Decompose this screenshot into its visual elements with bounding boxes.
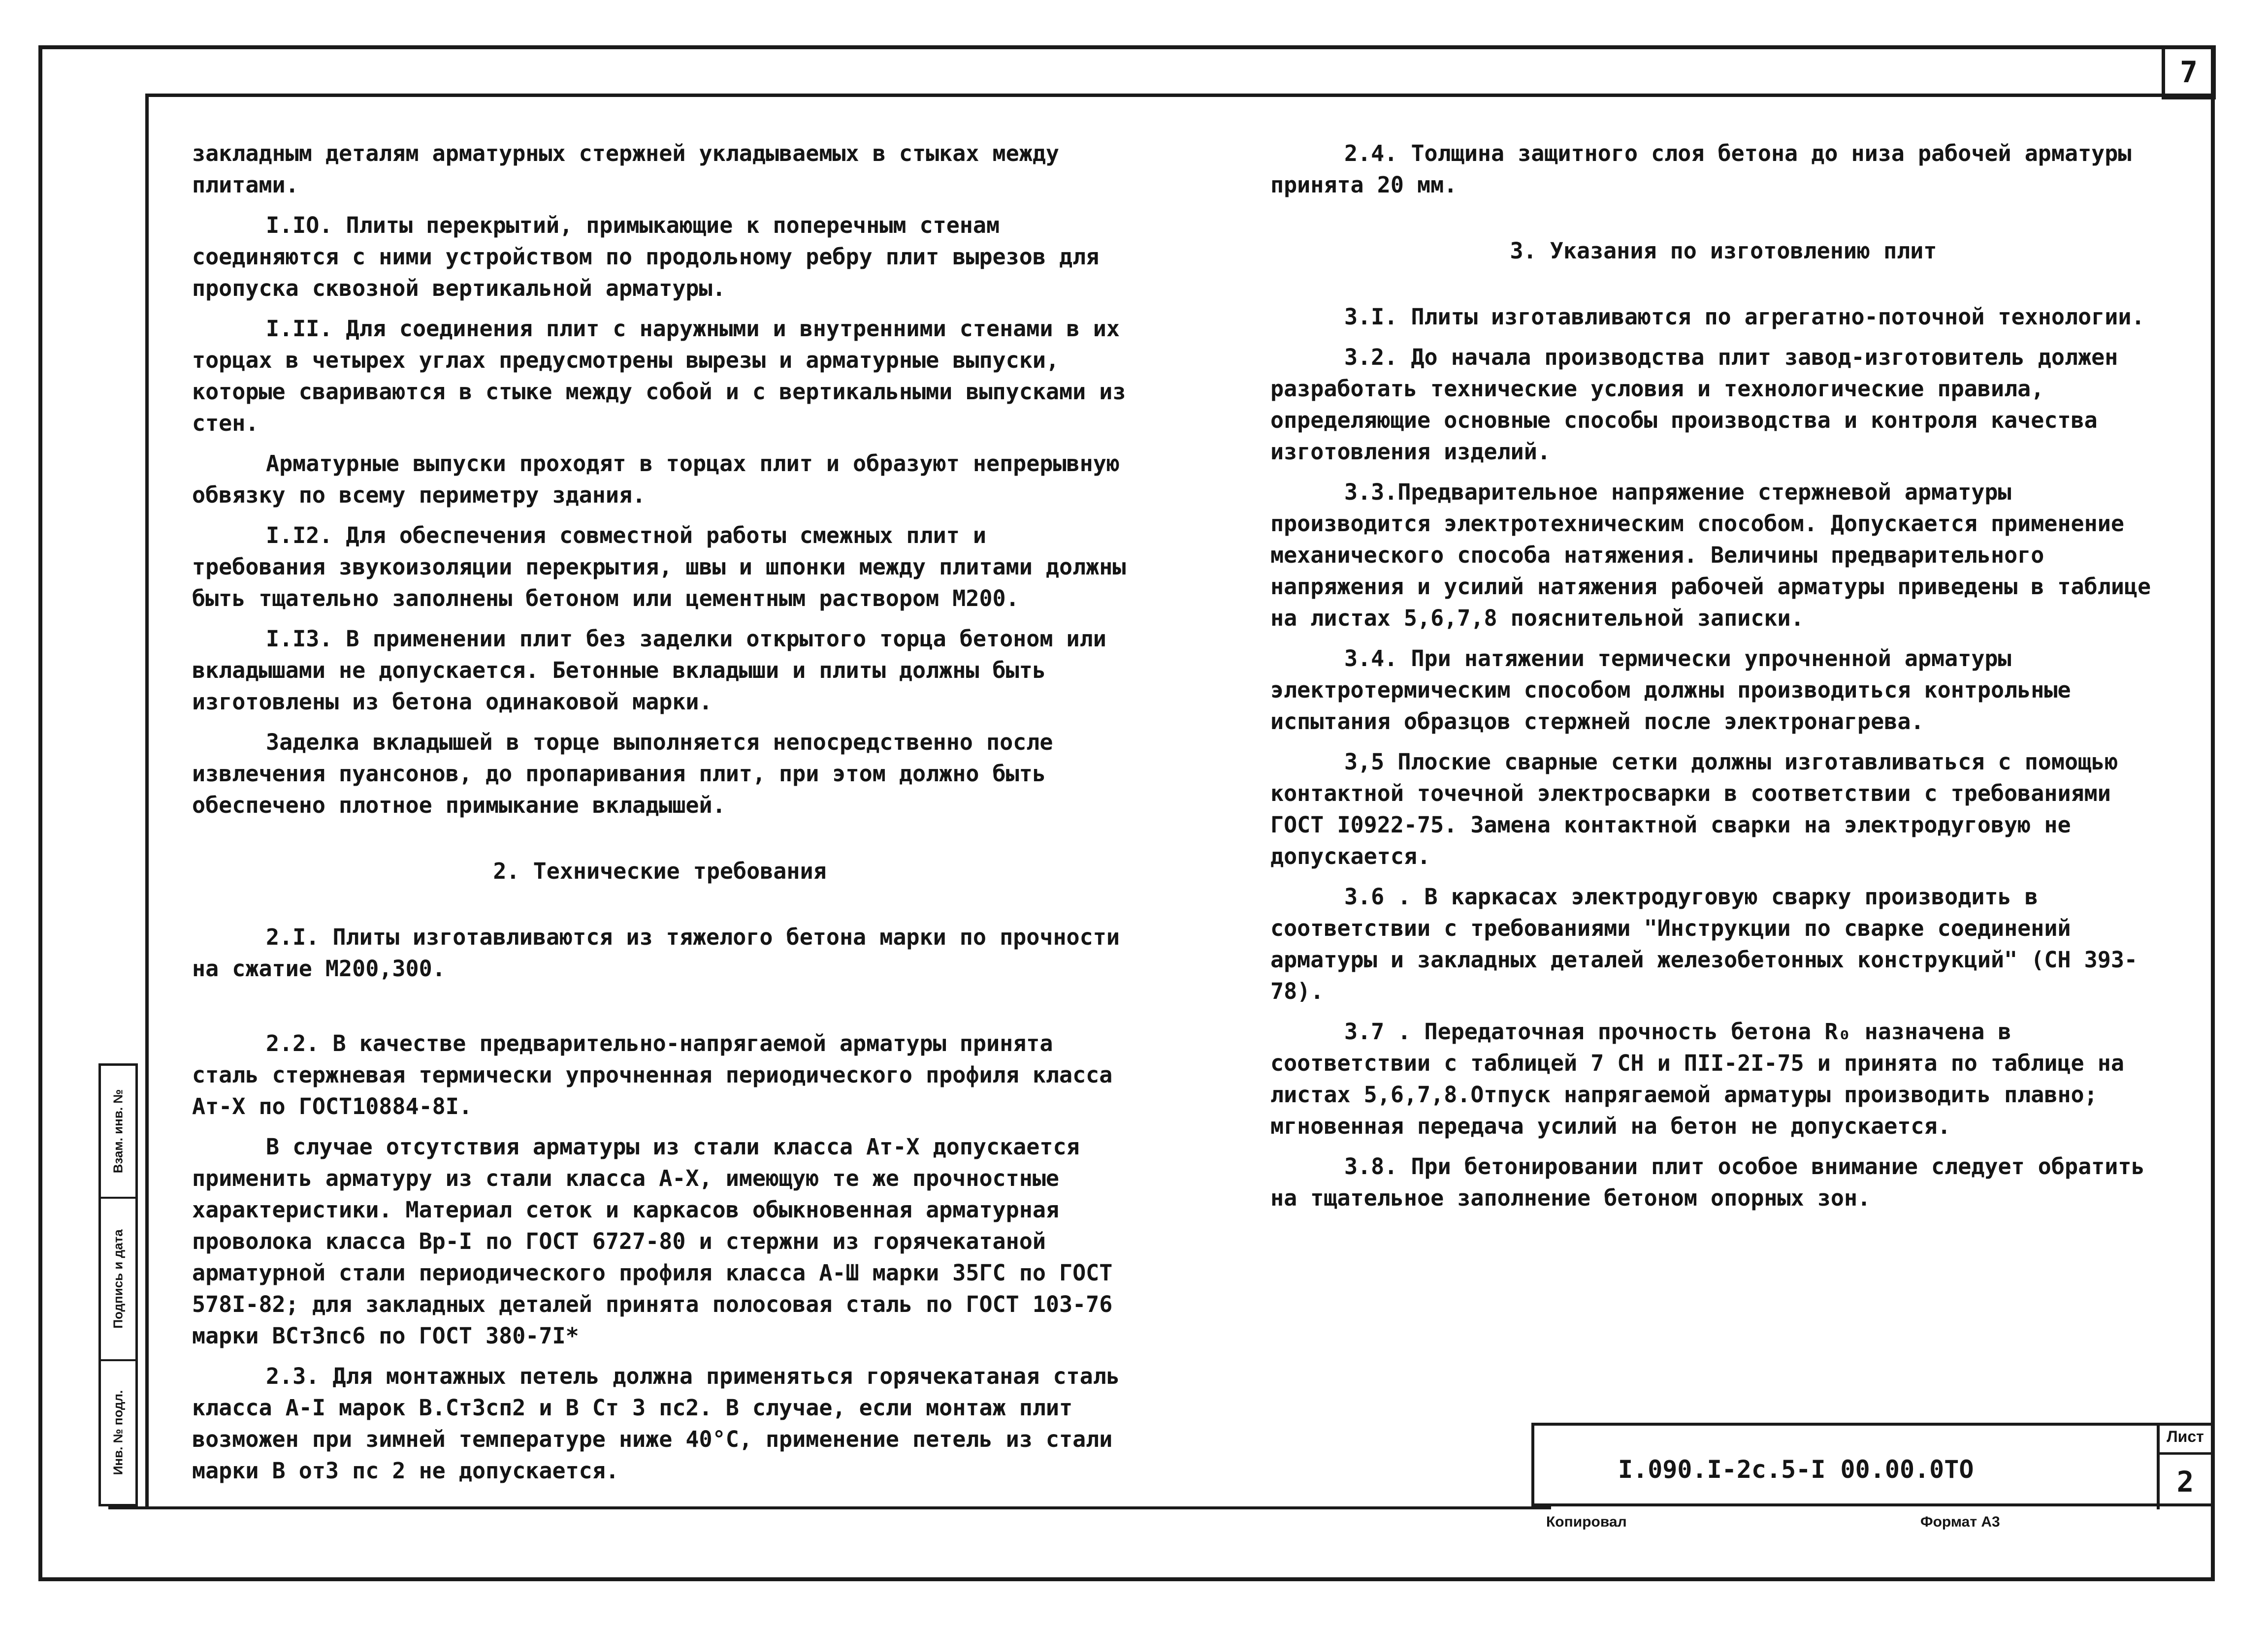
paragraph: 3,5 Плоские сварные сетки должны изготавливаться с помощью контактной точечной электросварки в соответствии с требованиями ГОСТ I0922-75. Замена контактной сварки на электродуговую не допускается. [1270, 749, 2132, 869]
paragraph: 2.I. Плиты изготавливаются из тяжелого бетона марки по прочности на сжатие М200,300. [192, 924, 1133, 982]
sheet-label: Лист [2160, 1428, 2211, 1455]
frame-bottom-line [108, 1506, 1551, 1509]
paragraph: 3.8. При бетонировании плит особое внимание следует обратить на тщательное заполнение бетоном опорных зон. [1270, 1153, 2158, 1211]
paragraph: Арматурные выпуски проходят в торцах плит и образуют непрерывную обвязку по всему периметру здания. [192, 450, 1133, 508]
paragraph: закладным деталям арматурных стержней укладываемых в стыках между плитами. [192, 140, 1073, 198]
paragraph-gap [192, 993, 1128, 1028]
paragraph: I.II. Для соединения плит с наружными и внутренними стенами в их торцах в четырех углах предусмотрены вырезы и арматурные выпуски, которые свариваются в стыке между собой и с вертикальными выпусками из стен. [192, 316, 1139, 436]
section-heading: 3. Указания по изготовлению плит [1510, 238, 1937, 264]
sheet-number-cell [2157, 1426, 2211, 1509]
paragraph: 3.2. До начала производства плит завод-изготовитель должен разработать технические условия и технологические правила, определяющие основные способы производства и контроля качества изготовления изделий. [1270, 344, 2132, 465]
side-cell-signature [101, 1199, 135, 1361]
side-label-replace: Взам. инв. № [110, 1089, 126, 1174]
paragraph: 3.6 . В каркасах электродуговую сварку производить в соответствии с требованиями "Инструкции по сварке соединений арматуры и закладных деталей железобетонных конструкций" (СН 393-78). [1270, 884, 2138, 1004]
paragraph: 3.I. Плиты изготавливаются по агрегатно-поточной технологии. [1344, 304, 2145, 330]
side-signature-strip [98, 1063, 138, 1506]
right-text-column [1270, 138, 2176, 1223]
footer-copied-by: Копировал [1546, 1514, 1627, 1530]
sheet-corner-number-text: 7 [2179, 55, 2198, 90]
side-label-inventory: Инв. № подл. [110, 1390, 126, 1475]
title-block-stamp [1531, 1423, 2211, 1506]
paragraph: 3.7 . Передаточная прочность бетона R₀ назначена в соответствии с таблицей 7 СН и ПII-2I-75 и принята по таблице на листах 5,6,7,8.Отпуск напрягаемой арматуры производить плавно; мгновенная передача усилий на бетон не допускается. [1270, 1019, 2138, 1139]
paragraph: I.IO. Плиты перекрытий, примыкающие к поперечным стенам соединяются с ними устройством по продольному ребру плит вырезов для пропуска сквозной вертикальной арматуры. [192, 212, 1113, 301]
side-cell-replace [101, 1066, 135, 1199]
paragraph: 2.2. В качестве предварительно-напрягаемой арматуры принята сталь стержневая термически упрочненная периодического профиля класса Ат-Х по ГОСТ10884-8I. [192, 1030, 1126, 1119]
paragraph: 2.3. Для монтажных петель должна применяться горячекатаная сталь класса А-I марок В.Ст3сп2 и В Ст 3 пс2. В случае, если монтаж плит возможен при зимней температуре ниже 40°С, применение петель из стали марки В от3 пс 2 не допускается. [192, 1363, 1133, 1484]
section-heading: 2. Технические требования [493, 858, 827, 884]
paragraph: В случае отсутствия арматуры из стали класса Ат-Х допускается применить арматуру из стали класса А-Х, имеющую те же прочностные характеристики. Материал сеток и каркасов обыкновенная арматурная проволока класса Вр-I по ГОСТ 6727-80 и стержни из горячекатаной арматурной стали периодического профиля класса А-Ш марки 35ГС по ГОСТ 578I-82; для закладных деталей принята полосовая сталь по ГОСТ 103-76 марки ВСт3пс6 по ГОСТ 380-7I* [192, 1134, 1126, 1349]
paragraph: 3.3.Предварительное напряжение стержневой арматуры производится электротехническим способом. Допускается применение механического способа натяжения. Величины предварительного напряжения и усилий натяжения рабочей арматуры приведены в таблице на листах 5,6,7,8 пояснительной записки. [1270, 479, 2165, 631]
paragraph: Заделка вкладышей в торце выполняется непосредственно после извлечения пуансонов, до пропаривания плит, при этом должно быть обеспечено плотное примыкание вкладышей. [192, 729, 1067, 818]
paragraph: I.I2. Для обеспечения совместной работы смежных плит и требования звукоизоляции перекрытия, швы и шпонки между плитами должны быть тщательно заполнены бетоном или цементным раствором М200. [192, 522, 1139, 611]
side-cell-inventory [101, 1361, 135, 1504]
sheet-corner-number [2162, 45, 2216, 99]
side-label-signature: Подпись и дата [110, 1229, 126, 1329]
left-text-column [192, 138, 1139, 1496]
paragraph: I.I3. В применении плит без заделки открытого торца бетоном или вкладышами не допускается. Бетонные вкладыши и плиты должны быть изготовлены из бетона одинаковой марки. [192, 626, 1120, 715]
sheet-number: 2 [2176, 1465, 2194, 1499]
paragraph: 3.4. При натяжении термически упрочненной арматуры электротермическим способом должны производиться контрольные испытания образцов стержней после электронагрева. [1270, 645, 2084, 734]
document-code: I.090.I-2с.5-I 00.00.0ТО [1618, 1455, 1974, 1484]
paragraph: 2.4. Толщина защитного слоя бетона до низа рабочей арматуры принята 20 мм. [1270, 140, 2145, 198]
footer-format: Формат А3 [1920, 1514, 2000, 1530]
